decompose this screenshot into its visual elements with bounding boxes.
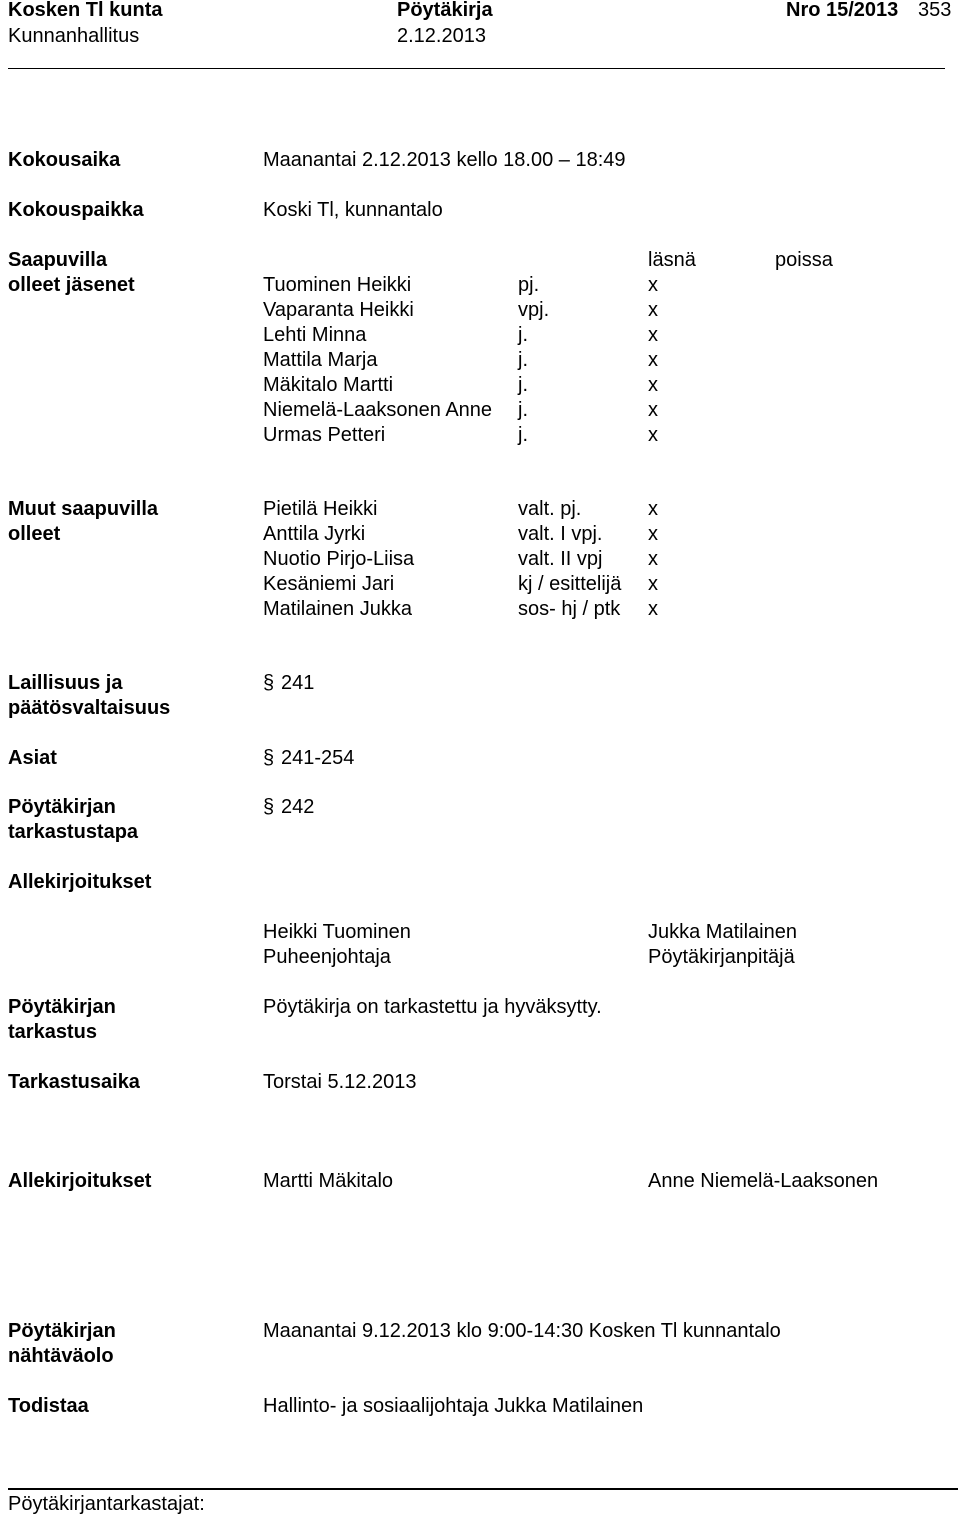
- review-label-line1: Pöytäkirjan: [8, 996, 116, 1018]
- header-divider: [8, 68, 945, 69]
- member-name: Urmas Petteri: [263, 424, 386, 446]
- footer-reviewers-label: Pöytäkirjantarkastajat:: [8, 1493, 205, 1515]
- header-page: 353: [918, 0, 952, 21]
- meeting-time-label: Kokousaika: [8, 149, 121, 171]
- other-role: valt. I vpj.: [518, 523, 603, 545]
- member-name: Mattila Marja: [263, 349, 378, 371]
- review-label-line2: tarkastus: [8, 1021, 97, 1043]
- review-text: Pöytäkirja on tarkastettu ja hyväksytty.: [263, 996, 602, 1018]
- other-role: kj / esittelijä: [518, 573, 622, 595]
- member-name: Tuominen Heikki: [263, 274, 412, 296]
- certify-label: Todistaa: [8, 1395, 89, 1417]
- matters-value: 241-254: [281, 747, 355, 769]
- other-present-mark: x: [648, 573, 658, 595]
- matters-label: Asiat: [8, 747, 57, 769]
- member-role: j.: [518, 424, 528, 446]
- display-value: Maanantai 9.12.2013 klo 9:00-14:30 Kosken Tl kunnantalo: [263, 1320, 781, 1342]
- member-present-mark: x: [648, 399, 658, 421]
- member-role: j.: [518, 324, 528, 346]
- section-mark-icon: §: [263, 747, 275, 769]
- secretary-name: Jukka Matilainen: [648, 921, 797, 943]
- members-label-line1: Saapuvilla: [8, 249, 107, 271]
- section-mark-icon: §: [263, 672, 275, 694]
- others-label-line1: Muut saapuvilla: [8, 498, 159, 520]
- review-method-label-line1: Pöytäkirjan: [8, 796, 116, 818]
- member-present-mark: x: [648, 274, 658, 296]
- review-method-label-line2: tarkastustapa: [8, 821, 139, 843]
- review-time-label: Tarkastusaika: [8, 1071, 140, 1093]
- display-label-line2: nähtäväolo: [8, 1345, 114, 1367]
- member-present-mark: x: [648, 349, 658, 371]
- meeting-place-value: Koski Tl, kunnantalo: [263, 199, 443, 221]
- review-method-value: 242: [281, 796, 315, 818]
- members-col-present: läsnä: [648, 249, 696, 271]
- header-number: Nro 15/2013: [786, 0, 899, 21]
- review-time-value: Torstai 5.12.2013: [263, 1071, 417, 1093]
- member-present-mark: x: [648, 424, 658, 446]
- header-body: Kunnanhallitus: [8, 25, 140, 47]
- others-label-line2: olleet: [8, 523, 61, 545]
- other-name: Pietilä Heikki: [263, 498, 378, 520]
- display-label-line1: Pöytäkirjan: [8, 1320, 116, 1342]
- member-name: Niemelä-Laaksonen Anne: [263, 399, 493, 421]
- secretary-title: Pöytäkirjanpitäjä: [648, 946, 795, 968]
- other-present-mark: x: [648, 548, 658, 570]
- header-date: 2.12.2013: [397, 25, 486, 47]
- member-role: pj.: [518, 274, 540, 296]
- meeting-place-label: Kokouspaikka: [8, 199, 144, 221]
- member-name: Mäkitalo Martti: [263, 374, 394, 396]
- other-present-mark: x: [648, 598, 658, 620]
- other-role: valt. pj.: [518, 498, 582, 520]
- certify-value: Hallinto- ja sosiaalijohtaja Jukka Matilainen: [263, 1395, 644, 1417]
- other-name: Kesäniemi Jari: [263, 573, 395, 595]
- other-present-mark: x: [648, 498, 658, 520]
- member-present-mark: x: [648, 299, 658, 321]
- member-role: j.: [518, 374, 528, 396]
- member-role: vpj.: [518, 299, 550, 321]
- legality-label-line1: Laillisuus ja: [8, 672, 123, 694]
- other-name: Anttila Jyrki: [263, 523, 366, 545]
- reviewer-signatures-label: Allekirjoitukset: [8, 1170, 152, 1192]
- legality-value: 241: [281, 672, 315, 694]
- member-present-mark: x: [648, 374, 658, 396]
- members-col-absent: poissa: [775, 249, 833, 271]
- member-role: j.: [518, 349, 528, 371]
- members-label-line2: olleet jäsenet: [8, 274, 135, 296]
- footer-divider: [8, 1488, 958, 1490]
- chair-title: Puheenjohtaja: [263, 946, 391, 968]
- member-name: Vaparanta Heikki: [263, 299, 414, 321]
- other-present-mark: x: [648, 523, 658, 545]
- chair-name: Heikki Tuominen: [263, 921, 411, 943]
- header-org: Kosken Tl kunta: [8, 0, 163, 21]
- meeting-time-value: Maanantai 2.12.2013 kello 18.00 – 18:49: [263, 149, 626, 171]
- section-mark-icon: §: [263, 796, 275, 818]
- reviewer-1-name: Martti Mäkitalo: [263, 1170, 394, 1192]
- other-role: valt. II vpj: [518, 548, 603, 570]
- signatures-label: Allekirjoitukset: [8, 871, 152, 893]
- other-name: Nuotio Pirjo-Liisa: [263, 548, 415, 570]
- member-name: Lehti Minna: [263, 324, 367, 346]
- legality-label-line2: päätösvaltaisuus: [8, 697, 171, 719]
- member-role: j.: [518, 399, 528, 421]
- header-doc-type: Pöytäkirja: [397, 0, 493, 21]
- other-name: Matilainen Jukka: [263, 598, 412, 620]
- member-present-mark: x: [648, 324, 658, 346]
- reviewer-2-name: Anne Niemelä-Laaksonen: [648, 1170, 879, 1192]
- other-role: sos- hj / ptk: [518, 598, 621, 620]
